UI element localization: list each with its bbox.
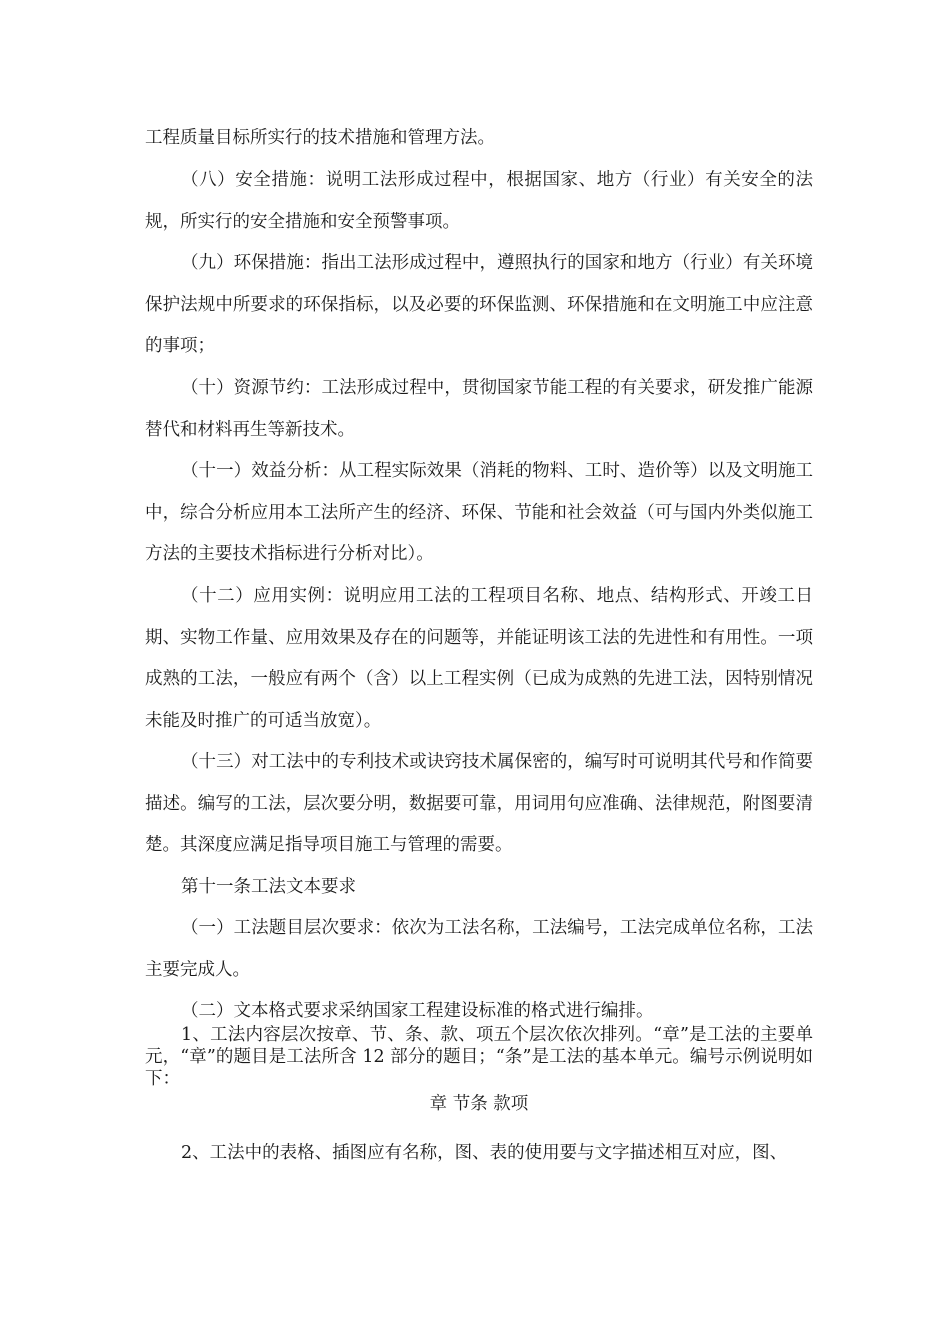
paragraph-resource-saving: （十）资源节约：工法形成过程中，贯彻国家节能工程的有关要求，研发推广能源替代和材料再生等新技术。 [145, 378, 813, 440]
paragraph-continuation: 工程质量目标所实行的技术措施和管理方法。 [145, 128, 495, 148]
article-heading: 第十一条工法文本要求 [181, 877, 356, 897]
paragraph-safety-measures: （八）安全措施：说明工法形成过程中，根据国家、地方（行业）有关安全的法规，所实行的安全措施和安全预警事项。 [145, 170, 813, 232]
paragraph-environmental-measures: （九）环保措施：指出工法形成过程中，遵照执行的国家和地方（行业）有关环境保护法规中所要求的环保指标，以及必要的环保监测、环保措施和在文明施工中应注意的事项； [145, 253, 813, 356]
paragraph-tables-figures: 2、工法中的表格、插图应有名称，图、表的使用要与文字描述相互对应，图、 [181, 1143, 788, 1163]
paragraph-application-examples: （十二）应用实例：说明应用工法的工程项目名称、地点、结构形式、开竣工日期、实物工作量、应用效果及存在的问题等，并能证明该工法的先进性和有用性。一项成熟的工法，一般应有两个（含）以上工程实例（已成为成熟的先进工法，因特别情况未能及时推广的可适当放宽）。 [145, 586, 813, 731]
paragraph-benefit-analysis: （十一）效益分析：从工程实际效果（消耗的物料、工时、造价等）以及文明施工中，综合分析应用本工法所产生的经济、环保、节能和社会效益（可与国内外类似施工方法的主要技术指标进行分析对比）。 [145, 461, 813, 564]
paragraph-content-hierarchy: 1、工法内容层次按章、节、条、款、项五个层次依次排列。“章”是工法的主要单元，“章”的题目是工法所含 12 部分的题目；“条”是工法的基本单元。编号示例说明如下： [145, 1025, 813, 1089]
paragraph-confidential-tech: （十三）对工法中的专利技术或诀窍技术属保密的，编写时可说明其代号和作简要描述。编写的工法，层次要分明，数据要可靠，用词用句应准确、法律规范，附图要清楚。其深度应满足指导项目施工与管理的需要。 [145, 752, 813, 855]
numbering-example: 章 节条 款项 [429, 1094, 529, 1114]
paragraph-title-hierarchy: （一）工法题目层次要求：依次为工法名称，工法编号，工法完成单位名称，工法主要完成人。 [145, 918, 813, 980]
paragraph-format-requirements: （二）文本格式要求采纳国家工程建设标准的格式进行编排。 [181, 1001, 654, 1021]
